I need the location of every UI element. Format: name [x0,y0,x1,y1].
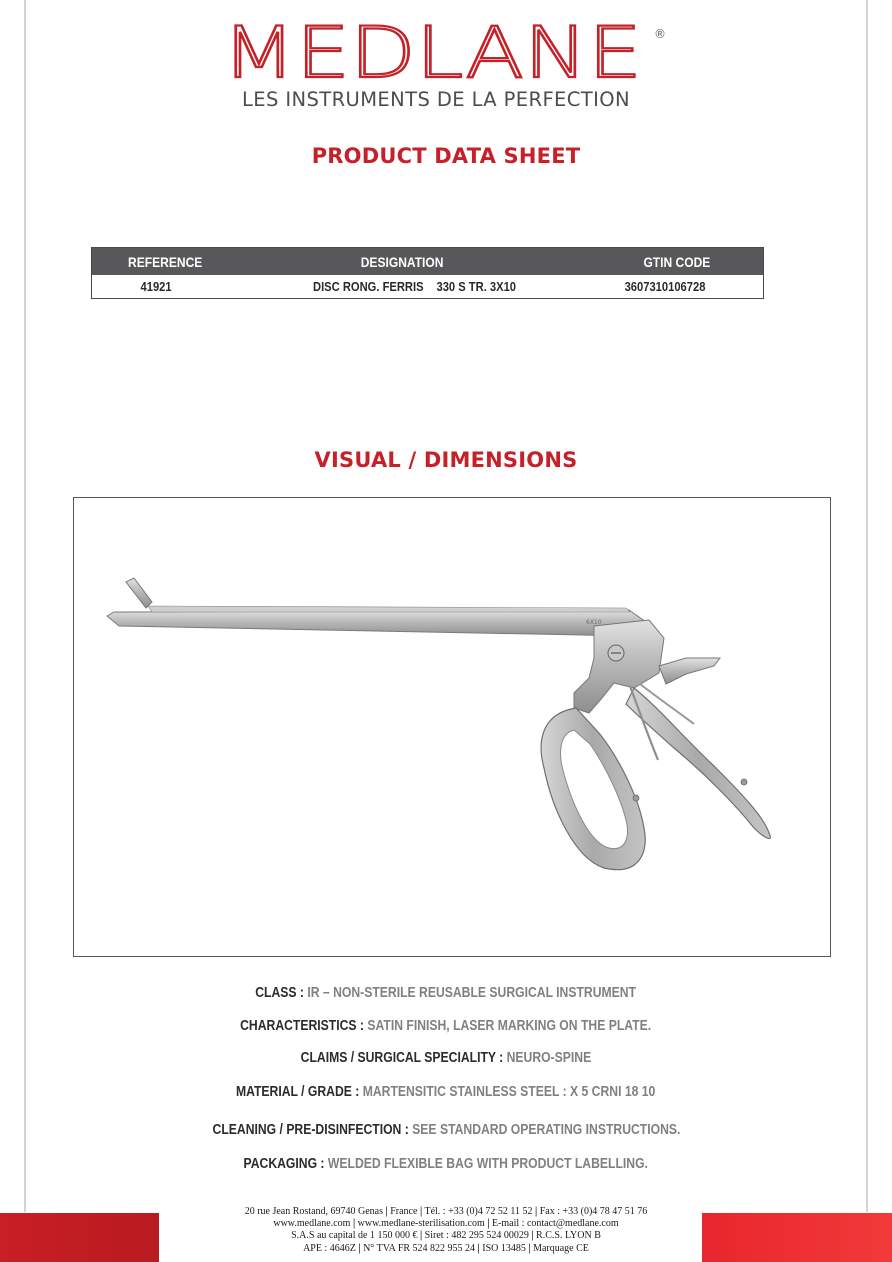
footer-separator: | [358,1242,361,1254]
reference-table [91,247,764,299]
footer-line-4 [0,1243,892,1255]
spec-material-value: MARTENSITIC STAINLESS STEEL : X 5 CRNI 18 10 [359,1084,656,1100]
spec-cleaning-label: CLEANING / PRE-DISINFECTION : [212,1122,409,1138]
spec-packaging [0,1156,892,1172]
spec-characteristics-label: CHARACTERISTICS : [240,1018,365,1034]
footer-capital: S.A.S au capital de 1 150 000 € [291,1230,418,1242]
footer-separator: | [477,1242,480,1254]
footer-separator: | [419,1206,423,1217]
instrument-engraving: 6X10 [586,619,602,626]
footer-company-info [0,1206,892,1255]
footer-separator: | [385,1206,388,1217]
spec-cleaning [0,1122,892,1138]
footer-fax: Fax : +33 (0)4 78 47 51 76 [539,1206,648,1217]
medlane-logo [222,22,672,82]
footer-line-2 [0,1218,892,1230]
footer-separator: | [487,1218,490,1230]
cell-reference: 41921 [140,279,172,294]
footer-separator: | [528,1242,531,1254]
footer-website-link[interactable]: www.medlane.com [273,1218,351,1230]
footer-line-1 [0,1206,892,1218]
footer-separator: | [535,1206,538,1217]
cell-gtin: 3607310106728 [624,279,706,294]
rongeur-instrument-photo [74,498,830,956]
spec-claims [0,1050,892,1066]
spec-class-value: IR – NON-STERILE REUSABLE SURGICAL INSTRUMENT [304,985,637,1001]
visual-dimensions-title: VISUAL / DIMENSIONS [314,448,578,472]
spec-material [0,1084,892,1100]
footer-email-link[interactable]: E-mail : contact@medlane.com [491,1218,619,1230]
reference-table-header [92,248,763,275]
footer-siret: Siret : 482 295 524 00029 [424,1230,529,1242]
header-reference: REFERENCE [128,254,203,270]
footer-sterilisation-website-link[interactable]: www.medlane-sterilisation.com [357,1218,485,1230]
footer-separator: | [531,1230,534,1242]
footer-separator: | [352,1218,356,1230]
header-gtin: GTIN CODE [643,254,711,270]
instrument-visual-frame [73,497,831,957]
footer-tva: N° TVA FR 524 822 955 24 [363,1242,476,1254]
spec-class-label: CLASS : [255,985,305,1001]
registered-mark: ® [654,27,666,41]
footer-tel: Tél. : +33 (0)4 72 52 11 52 [424,1206,533,1217]
spec-packaging-value: WELDED FLEXIBLE BAG WITH PRODUCT LABELLING. [324,1156,649,1172]
footer-separator: | [419,1230,423,1242]
brand-tagline: LES INSTRUMENTS DE LA PERFECTION [242,88,630,111]
footer-rcs: R.C.S. LYON B [536,1230,601,1242]
spec-cleaning-value: SEE STANDARD OPERATING INSTRUCTIONS. [408,1122,680,1138]
header-designation: DESIGNATION [360,254,444,270]
footer-address: 20 rue Jean Rostand, 69740 Genas [244,1206,384,1217]
footer-ape: APE : 4646Z [303,1242,356,1254]
spec-packaging-label: PACKAGING : [243,1156,325,1172]
spec-class [0,985,892,1001]
footer-country: France [390,1206,418,1217]
product-data-sheet-title: PRODUCT DATA SHEET [311,144,581,168]
spec-claims-label: CLAIMS / SURGICAL SPECIALITY : [300,1050,504,1066]
logo-wordmark: MEDLANE [222,22,642,82]
spec-characteristics [0,1018,892,1034]
spec-material-label: MATERIAL / GRADE : [236,1084,360,1100]
spec-characteristics-value: SATIN FINISH, LASER MARKING ON THE PLATE. [364,1018,652,1034]
table-row [92,275,763,298]
footer-line-3 [0,1230,892,1242]
cell-designation-spec: 330 S TR. 3X10 [436,279,517,294]
cell-designation-name: DISC RONG. FERRIS [313,279,424,294]
spec-claims-value: NEURO-SPINE [503,1050,592,1066]
footer-ce: Marquage CE [533,1242,589,1254]
footer-iso: ISO 13485 [482,1242,526,1254]
